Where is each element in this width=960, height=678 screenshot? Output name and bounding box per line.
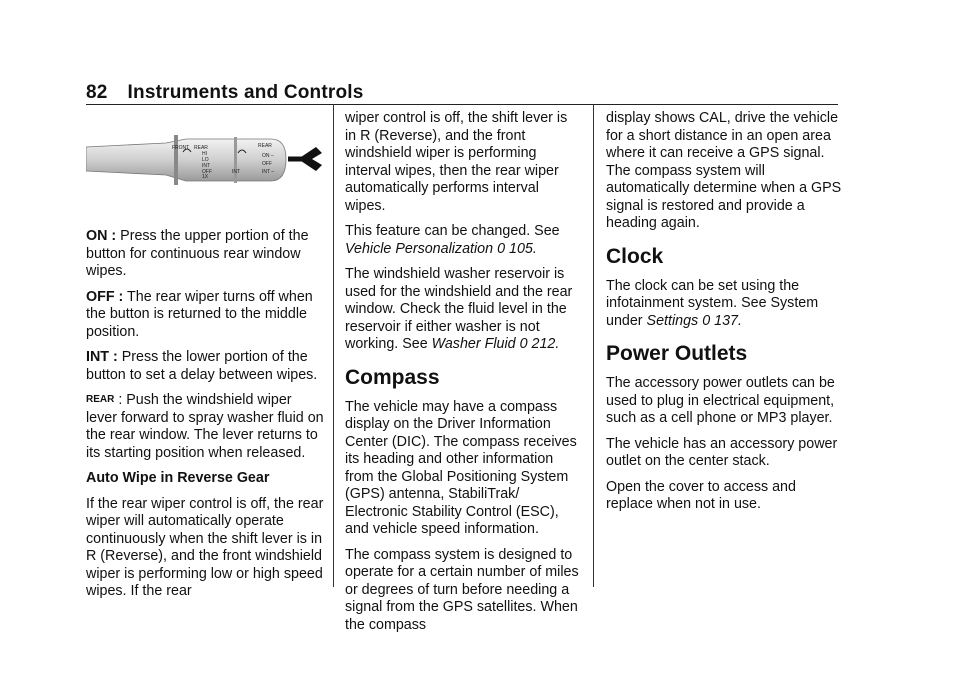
page-title: Instruments and Controls xyxy=(127,82,364,103)
compass-heading: Compass xyxy=(345,365,440,389)
compass-paragraph-1: The vehicle may have a compass display on the Driver Information Center (DIC). The compass receives its heading and other information from the Global Positioning System (GPS) antenna, StabiliTrak/ Electronic Stability Control (ESC), and vehicle speed information. xyxy=(345,398,577,537)
figure-label-on: ON – xyxy=(262,153,274,159)
header-rule xyxy=(86,104,838,105)
figure-label-1x: 1X xyxy=(202,174,209,180)
power-paragraph-1: The accessory power outlets can be used to plug in electrical equipment, such as a cell phone or MP3 player. xyxy=(606,375,835,426)
column-divider-1 xyxy=(333,104,334,587)
column-2 xyxy=(345,110,580,642)
page-header xyxy=(86,82,364,104)
page-number: 82 xyxy=(86,82,108,103)
washer-fluid-link[interactable]: Washer Fluid xyxy=(431,336,516,352)
clock-paragraph: The clock can be set using the infotainment system. See System under Settings 0 137. xyxy=(606,277,819,329)
wiper-lever-figure xyxy=(86,125,326,193)
reverse-paragraph: If the rear wiper control is off, the rear wiper will automatically operate continuously when the shift lever is in R (Reverse), and the front windshield wiper is performing low or high speed wipes. If the rear xyxy=(86,495,324,599)
power-outlets-heading: Power Outlets xyxy=(606,342,748,365)
compass-paragraph-2: The compass system is designed to operate for a certain number of miles or degrees of turn before needing a signal from the GPS satellites. When the compass xyxy=(345,546,579,633)
washer-paragraph: REAR : Push the windshield wiper lever forward to spray washer fluid on the rear window. The lever returns to its starting position when released. xyxy=(86,392,324,461)
rear-washer-icon: REAR xyxy=(86,394,115,405)
figure-label-int-small: INT xyxy=(202,163,211,169)
clock-heading: Clock xyxy=(606,244,664,268)
figure-label-hi: HI xyxy=(202,151,207,157)
figure-label-off-right: OFF xyxy=(262,161,272,167)
reservoir-paragraph: The windshield washer reservoir is used for the windshield and the rear window. Check the fluid level in the reservoir if either washer is not working. See Washer Fluid 0 212. xyxy=(345,266,573,352)
figure-label-int-right: INT – xyxy=(262,169,275,175)
int-paragraph: INT : Press the lower portion of the button to set a delay between wipes. xyxy=(86,349,318,383)
settings-link[interactable]: Settings xyxy=(646,312,699,329)
column-3 xyxy=(606,110,843,522)
figure-label-int-mid: INT xyxy=(232,169,241,175)
auto-wipe-subheading: Auto Wipe in Reverse Gear xyxy=(86,470,270,486)
personalization-paragraph: This feature can be changed. See Vehicle Personalization 0 105. xyxy=(345,223,560,257)
column-divider-2 xyxy=(593,104,594,587)
figure-label-rear-top: REAR xyxy=(194,145,208,151)
figure-label-off-small: OFF xyxy=(202,169,212,175)
figure-label-front: FRONT xyxy=(172,145,190,151)
power-paragraph-3: Open the cover to access and replace when not in use. xyxy=(606,478,796,512)
continued-paragraph: wiper control is off, the shift lever is in R (Reverse), and the front windshield wiper is performing interval wipes, then the rear wiper automatically performs interval wipes. xyxy=(345,110,568,214)
compass-continued: display shows CAL, drive the vehicle for a short distance in an open area where it can receive a GPS signal. The compass system will automatically determine when a GPS signal is restored and provide a heading again. xyxy=(606,110,842,231)
column-1 xyxy=(86,228,326,609)
vehicle-personalization-link[interactable]: Vehicle Personalization xyxy=(345,240,494,257)
figure-label-lo: LO xyxy=(202,157,209,163)
off-paragraph: OFF : The rear wiper turns off when the button is returned to the middle position. xyxy=(86,288,313,340)
figure-label-rear-right: REAR xyxy=(258,143,272,149)
on-paragraph: ON : Press the upper portion of the button for continuous rear window wipes. xyxy=(86,228,309,279)
power-paragraph-2: The vehicle has an accessory power outlet on the center stack. xyxy=(606,435,838,469)
